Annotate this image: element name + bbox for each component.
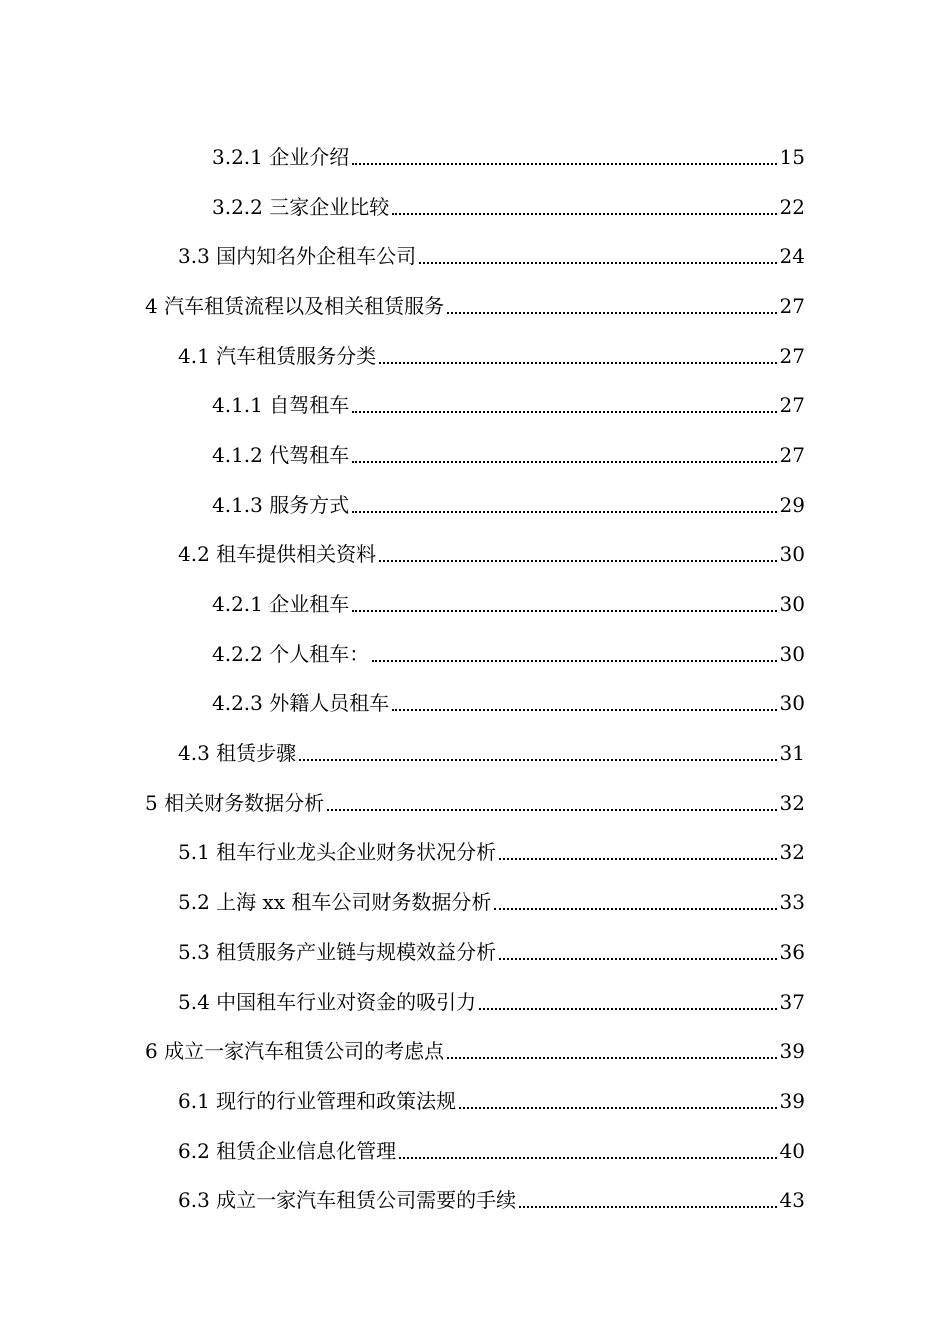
toc-dot-leader	[299, 759, 776, 761]
toc-entry[interactable]	[0, 331, 950, 381]
toc-entry[interactable]	[0, 728, 950, 778]
toc-dot-leader	[327, 809, 776, 811]
toc-dot-leader	[519, 1206, 776, 1208]
toc-page-number: 27	[779, 442, 805, 467]
toc-entry[interactable]	[0, 530, 950, 580]
toc-entry-title: 4.2.1 企业租车	[212, 592, 350, 617]
toc-entry-title: 5.3 租赁服务产业链与规模效益分析	[178, 939, 497, 964]
toc-page-number: 29	[779, 492, 805, 517]
toc-page-number: 27	[779, 293, 805, 318]
toc-dot-leader	[459, 1107, 776, 1109]
toc-entry-title: 6.1 现行的行业管理和政策法规	[178, 1088, 457, 1113]
toc-entry[interactable]	[0, 1175, 950, 1225]
toc-entry[interactable]	[0, 778, 950, 828]
toc-page-number: 32	[779, 790, 805, 815]
toc-dot-leader	[392, 709, 776, 711]
toc-dot-leader	[392, 213, 776, 215]
toc-page-number: 40	[779, 1138, 805, 1163]
toc-page-number: 30	[779, 691, 805, 716]
toc-entry[interactable]	[0, 579, 950, 629]
toc-dot-leader	[379, 362, 776, 364]
toc-entry-title: 3.3 国内知名外企租车公司	[178, 244, 417, 269]
toc-page-number: 43	[779, 1188, 805, 1213]
toc-page-number: 30	[779, 542, 805, 567]
toc-entry[interactable]	[0, 430, 950, 480]
toc-dot-leader	[447, 1057, 776, 1059]
toc-page-number: 32	[779, 840, 805, 865]
toc-entry-title: 5.2 上海 xx 租车公司财务数据分析	[178, 890, 492, 915]
toc-entry[interactable]	[0, 231, 950, 281]
toc-dot-leader	[352, 511, 776, 513]
toc-entry-title: 4.1 汽车租赁服务分类	[178, 343, 377, 368]
toc-page-number: 33	[779, 890, 805, 915]
toc-entry-title: 5.1 租车行业龙头企业财务状况分析	[178, 840, 497, 865]
toc-entry[interactable]	[0, 877, 950, 927]
toc-page-number: 30	[779, 641, 805, 666]
toc-dot-leader	[499, 858, 776, 860]
toc-entry[interactable]	[0, 629, 950, 679]
toc-dot-leader	[479, 1008, 776, 1010]
toc-page-number: 27	[779, 343, 805, 368]
toc-entry-title: 3.2.1 企业介绍	[212, 144, 350, 169]
toc-entry-title: 4.2 租车提供相关资料	[178, 542, 377, 567]
toc-entry-title: 4 汽车租赁流程以及相关租赁服务	[145, 293, 445, 318]
toc-entry-title: 5 相关财务数据分析	[145, 790, 325, 815]
toc-entry[interactable]	[0, 977, 950, 1027]
toc-entry-title: 3.2.2 三家企业比较	[212, 194, 390, 219]
toc-entry[interactable]	[0, 380, 950, 430]
toc-dot-leader	[352, 163, 776, 165]
toc-page-number: 39	[779, 1039, 805, 1064]
toc-entry[interactable]	[0, 480, 950, 530]
toc-entry-title: 5.4 中国租车行业对资金的吸引力	[178, 989, 477, 1014]
toc-entry[interactable]	[0, 1026, 950, 1076]
toc-entry-title: 6.3 成立一家汽车租赁公司需要的手续	[178, 1188, 517, 1213]
toc-page-number: 27	[779, 393, 805, 418]
toc-page-number: 31	[779, 741, 805, 766]
toc-dot-leader	[352, 461, 776, 463]
toc-dot-leader	[379, 560, 776, 562]
toc-page-number: 36	[779, 939, 805, 964]
toc-entry[interactable]	[0, 927, 950, 977]
table-of-contents	[0, 132, 950, 1225]
toc-dot-leader	[419, 262, 776, 264]
toc-dot-leader	[447, 312, 776, 314]
toc-page-number: 39	[779, 1088, 805, 1113]
toc-page-number: 15	[779, 144, 805, 169]
toc-entry[interactable]	[0, 281, 950, 331]
toc-dot-leader	[352, 411, 776, 413]
toc-page-number: 24	[779, 244, 805, 269]
toc-entry[interactable]	[0, 679, 950, 729]
toc-entry-title: 4.1.1 自驾租车	[212, 393, 350, 418]
toc-entry-title: 4.3 租赁步骤	[178, 741, 297, 766]
toc-page-number: 37	[779, 989, 805, 1014]
toc-entry-title: 6 成立一家汽车租赁公司的考虑点	[145, 1039, 445, 1064]
toc-page-number: 30	[779, 592, 805, 617]
toc-dot-leader	[494, 908, 776, 910]
toc-entry-title: 6.2 租赁企业信息化管理	[178, 1138, 397, 1163]
toc-dot-leader	[352, 610, 776, 612]
toc-dot-leader	[372, 660, 776, 662]
toc-entry-title: 4.2.3 外籍人员租车	[212, 691, 390, 716]
toc-entry-title: 4.1.3 服务方式	[212, 492, 350, 517]
toc-entry-title: 4.1.2 代驾租车	[212, 442, 350, 467]
toc-entry-title: 4.2.2 个人租车：	[212, 641, 370, 666]
toc-dot-leader	[399, 1157, 776, 1159]
toc-dot-leader	[499, 958, 776, 960]
toc-entry[interactable]	[0, 182, 950, 232]
toc-page-number: 22	[779, 194, 805, 219]
toc-entry[interactable]	[0, 1076, 950, 1126]
toc-entry[interactable]	[0, 828, 950, 878]
toc-entry[interactable]	[0, 1126, 950, 1176]
toc-entry[interactable]	[0, 132, 950, 182]
